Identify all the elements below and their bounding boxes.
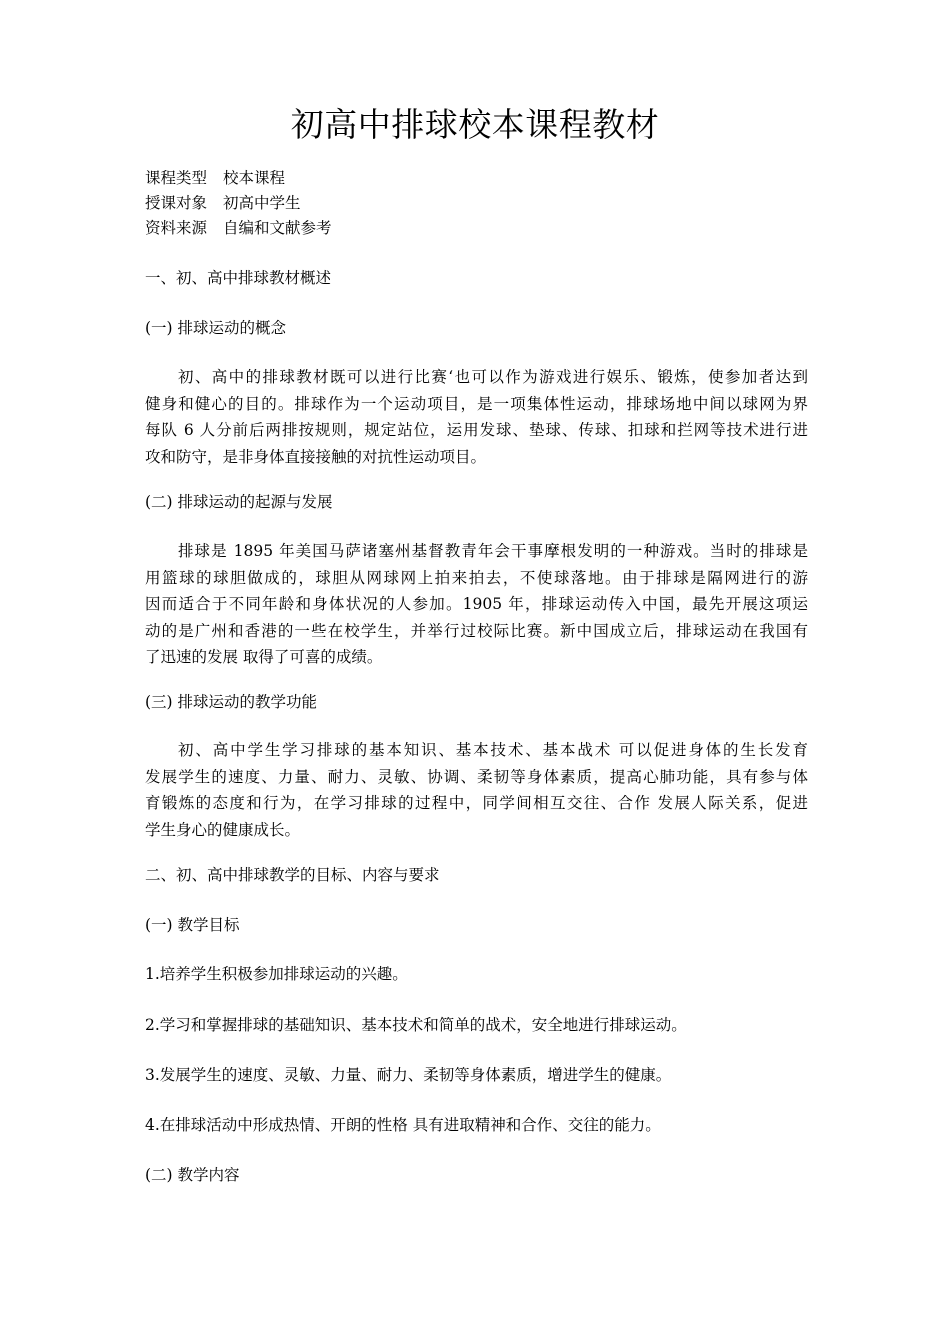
paragraph-line: 每队 6 人分前后两排按规则，规定站位，运用发球、垫球、传球、扣球和拦网等技术进行进 — [145, 421, 808, 439]
goal-item: 1.培养学生积极参加排球运动的兴趣。 — [145, 965, 408, 983]
meta-key: 授课对象 — [145, 194, 208, 212]
paragraph-line: 健身和健心的目的。排球作为一个运动项目，是一项集体性运动，排球场地中间以球网为界 — [145, 394, 808, 413]
meta-row-source — [145, 215, 332, 241]
paragraph-function — [145, 737, 808, 843]
meta-value: 校本课程 — [223, 169, 286, 187]
section-heading-1: 一、初、高中排球教材概述 — [145, 269, 332, 287]
meta-value: 初高中学生 — [223, 194, 301, 212]
section-heading-2: 二、初、高中排球教学的目标、内容与要求 — [145, 866, 440, 884]
paragraph-line: 育锻炼的态度和行为，在学习排球的过程中，同学间相互交往、合作 发展人际关系，促进 — [145, 794, 808, 812]
meta-key: 课程类型 — [145, 169, 208, 187]
subsection-heading-function: (三) 排球运动的教学功能 — [145, 693, 318, 711]
paragraph-line: 因而适合于不同年龄和身体状况的人参加。1905 年，排球运动传入中国，最先开展这项运 — [145, 595, 808, 613]
subsection-heading-goals: (一) 教学目标 — [145, 916, 240, 934]
paragraph-line: 用篮球的球胆做成的，球胆从网球网上拍来拍去，不使球落地。由于排球是隔网进行的游 — [145, 568, 808, 587]
goal-item: 4.在排球活动中形成热情、开朗的性格 具有进取精神和合作、交往的能力。 — [145, 1116, 661, 1134]
paragraph-line: 发展学生的速度、力量、耐力、灵敏、协调、柔韧等身体素质，提高心肺功能，具有参与体 — [145, 767, 808, 786]
paragraph-line: 排球是 1895 年美国马萨诸塞州基督教青年会干事摩根发明的一种游戏。当时的排球是 — [178, 542, 808, 560]
goal-item: 3.发展学生的速度、灵敏、力量、耐力、柔韧等身体素质，增进学生的健康。 — [145, 1066, 672, 1084]
paragraph-line: 动的是广州和香港的一些在校学生，并举行过校际比赛。新中国成立后，排球运动在我国有 — [145, 621, 808, 640]
paragraph-line: 初、高中学生学习排球的基本知识、基本技术、基本战术 可以促进身体的生长发育 — [178, 741, 808, 759]
document-title: 初高中排球校本课程教材 — [290, 105, 660, 144]
subsection-heading-concept: (一) 排球运动的概念 — [145, 319, 287, 337]
paragraph-line: 学生身心的健康成长。 — [145, 820, 301, 839]
subsection-heading-origin: (二) 排球运动的起源与发展 — [145, 493, 333, 511]
paragraph-line: 初、高中的排球教材既可以进行比赛‘也可以作为游戏进行娱乐、锻炼，使参加者达到 — [178, 368, 808, 386]
subsection-heading-content: (二) 教学内容 — [145, 1166, 240, 1184]
meta-row-audience — [145, 190, 301, 216]
paragraph-line: 了迅速的发展 取得了可喜的成绩。 — [145, 648, 383, 666]
meta-key: 资料来源 — [145, 219, 208, 237]
meta-row-course-type — [145, 165, 285, 191]
goal-item: 2.学习和掌握排球的基础知识、基本技术和简单的战术，安全地进行排球运动。 — [145, 1016, 687, 1034]
paragraph-concept — [145, 364, 808, 470]
meta-value: 自编和文献参考 — [223, 219, 332, 237]
paragraph-origin — [145, 538, 808, 671]
paragraph-line: 攻和防守，是非身体直接接触的对抗性运动项目。 — [145, 447, 487, 466]
